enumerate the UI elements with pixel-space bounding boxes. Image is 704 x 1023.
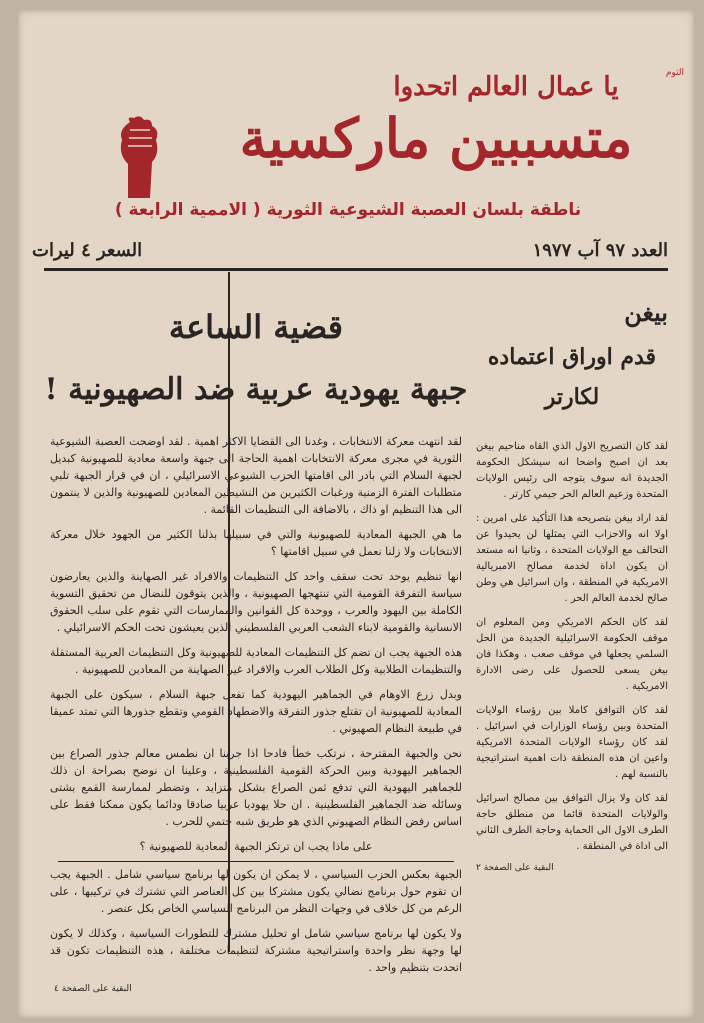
paragraph: نحن والجبهة المقترحة ، نرتكب خطأ فادحا اذا جربنا ان نطمس معالم جذور الصراع بين الجماهير اليهودية وبين الحركة القومية الفلسطينية ، وعلينا ان نوضح بصراحة ان ذلك للجماهير اليهودية التي تدفع ثمن الصراع بشكل متزايد ، وتضطر لممارسة القمع بشتى وسائله ضد الجماهير الفلسطينية . ان حلا يهوديا عربيا صادقا ودائما يكون ممكنا فقط على اساس رفض النظام الصهيوني الذي هو طريق شبه حتمي للحرب . xyxy=(50,747,462,828)
side-article xyxy=(476,280,668,1000)
newspaper-page xyxy=(18,10,694,1018)
issue-number-date: العدد ٩٧ آب ١٩٧٧ xyxy=(532,240,668,261)
side-article-kicker: بيغن xyxy=(624,298,668,327)
paragraph: لقد كان ولا يزال التوافق بين مصالح اسرائيل والولايات المتحدة قائما من منطلق حاجة الطرف الاول الى الحماية وحاجة الطرف الثاني الى اداة في المنطقة . xyxy=(476,793,668,852)
paragraph: هذه الجبهة يجب ان تضم كل التنظيمات المعادية للصهيونية وكل التنظيمات العربية المستقلة والتنظيمات الطلابية وكل الطلاب العرب والافراد غير الصهاينة من المعادين للصهيونية . xyxy=(50,646,462,676)
masthead-slogan: يا عمال العالم اتحدوا xyxy=(393,72,619,102)
paragraph: لقد اراد بيغن بتصريحه هذا التأكيد على امرين : اولا انه والاحزاب التي يمثلها لن يحيدوا عن التحالف مع الولايات المتحدة ، وثانيا انه مستعد ان يكون اداة لخدمة مصالح الامبريالية الامريكية في المنطقة ، وان اسرائيل هي وطن صالح لخدمة العالم الحر . xyxy=(476,513,668,604)
corner-note: الثوم xyxy=(665,68,684,78)
issue-row xyxy=(32,240,668,266)
header-rule xyxy=(44,268,668,271)
masthead-title: متسببين ماركسية xyxy=(239,106,633,170)
main-article-headline: جبهة يهودية عربية ضد الصهيونية ! xyxy=(44,372,468,407)
paragraph: وبدل زرع الاوهام في الجماهير اليهودية كما تفعل جبهة السلام ، سيكون على الجبهة المعادية للصهيونية ان تقتلع جذور التفرقة والاضطهاد القومي وتقطع جذورها التي تمتد عميقا في طبيعة النظام الصهيوني . xyxy=(50,688,462,735)
price: السعر ٤ ليرات xyxy=(32,240,143,261)
raised-fist-icon xyxy=(116,114,162,200)
paragraph: لقد كان التصريح الاول الذي القاه مناحيم بيغن بعد ان اصبح واضحا انه سيشكل الحكومة الجديدة انه سوف يتوجه الى رئيس الولايات المتحدة وزعيم العالم الحر جيمي كارتر . xyxy=(476,441,668,500)
side-continued-note: البقية على الصفحة ٢ xyxy=(476,863,554,873)
divider xyxy=(58,861,454,862)
main-article xyxy=(44,280,468,1000)
section-question: على ماذا يجب ان ترتكز الجبهة المعادية للصهيونية ؟ xyxy=(139,840,373,853)
paragraph: انها تنظيم يوحد تحت سقف واحد كل التنظيمات والافراد غير الصهاينة والذين يعارضون سياسة التفرقة القومية التي تنتهجها الصهيونية ، والذين يتوقون للنضال من تحقيق التسوية الكاملة بين اليهود والعرب ، ووحدة كل القوانين والممارسات التي تقوم على سلب الحقوق الانسانية والقومية لابناء الشعب العربي الفلسطيني الذين يعيشون تحت الحكم الاسرائيلي . xyxy=(50,570,462,634)
paragraph: لقد كان الحكم الامريكي ومن المعلوم ان موقف الحكومة الاسرائيلية الجديدة من الحل السلمي يجعلها في موقف صعب ، وهكذا فان بيغن يسعى للحصول على رضى الادارة الامريكية . xyxy=(476,617,668,692)
main-article-kicker: قضية الساعة xyxy=(168,308,344,346)
main-continued-note: البقية على الصفحة ٤ xyxy=(54,984,132,994)
side-article-body xyxy=(476,439,668,855)
side-article-headline: قدم اوراق اعتماده لكارتر xyxy=(487,344,657,410)
paragraph: الجبهة بعكس الحزب السياسي ، لا يمكن ان يكون لها برنامج سياسي شامل . الجبهة يجب ان تقوم حول برنامج نضالي يكون مشتركا بين كل العناصر التي تشترك في تركيبها ، على الرغم من كل خلاف في وجهات النظر من البرنامج السياسي الخاص بكل عنصر . xyxy=(50,868,462,915)
paragraph: ما هي الجبهة المعادية للصهيونية والتي في سبيلها بذلنا الكثير من الجهود خلال معركة الانتخابات ولا زلنا نعمل في سبيل اقامتها ؟ xyxy=(50,528,462,558)
paragraph: لقد كان التوافق كاملا بين رؤساء الولايات المتحدة وبين رؤساء الوزارات في اسرائيل . لقد كان رؤساء الولايات المتحدة الامريكية واعين ان هذه المنطقة ذات اهمية استراتيجية بالنسبة لهم . xyxy=(476,705,668,780)
paragraph: ولا يكون لها برنامج سياسي شامل او تحليل مشترك للتطورات السياسية ، وكذلك لا يكون لها وجهة نظر واحدة واستراتيجية مشتركة لتنظيمات مختلفة ، هذه التنظيمات تكون قد اتحدت بتنظيم واحد . xyxy=(50,927,462,974)
main-article-body xyxy=(44,433,468,976)
masthead-subtitle: ناطقة بلسان العصبة الشيوعية الثورية ( الاممية الرابعة ) xyxy=(114,200,582,220)
paragraph: لقد انتهت معركة الانتخابات ، وغدنا الى القضايا الاكثر اهمية . لقد اوضحت العصبة الشيوعية الثورية في مجرى معركة الانتخابات اهمية الحاجة الى جبهة واسعة معادية للصهيونية كبديل لجبهة السلام التي بادر الى اقامتها الحزب الشيوعي الاسرائيلي ، ان في قرار الجبهة تلبي متطلبات الفترة الزمنية ورغبات الكثيرين من النشيطين المعادين للصهيونية والذين لا ينتمون الى هذا التنظيم او ذاك ، بالاضافة الى التنظيمات القائمة . xyxy=(50,435,462,516)
